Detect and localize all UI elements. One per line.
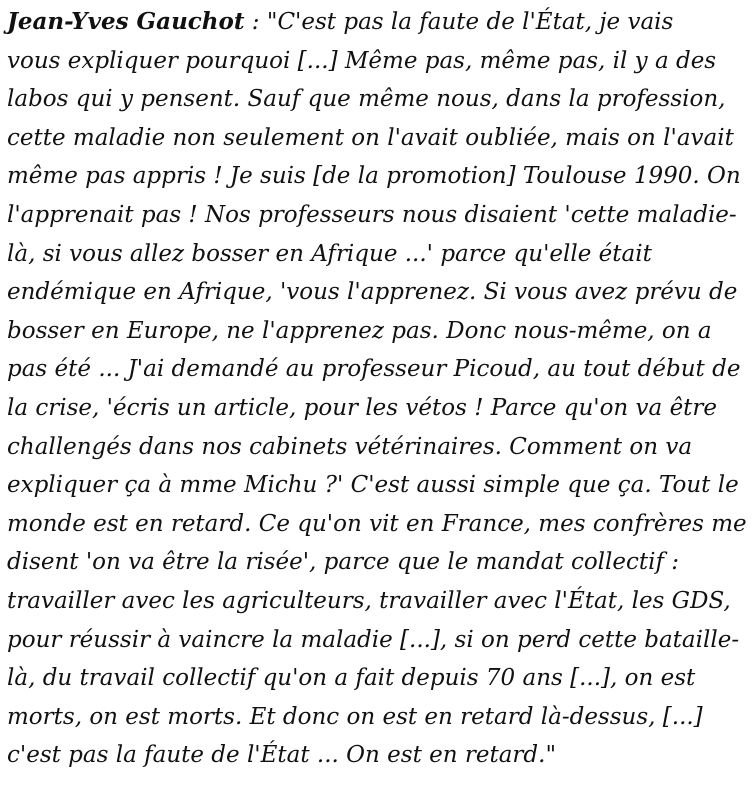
quote-text-line: expliquer ça à mme Michu ?' C'est aussi simple que ça. Tout le — [7, 472, 739, 499]
quote-text-line: vous expliquer pourquoi [...] Même pas, même pas, il y a des — [7, 47, 717, 74]
quote-line — [7, 3, 747, 42]
quote-text-line: bosser en Europe, ne l'apprenez pas. Donc nous-même, on a — [7, 317, 712, 344]
quote-text-line: labos qui y pensent. Sauf que même nous, dans la profession, — [7, 86, 726, 113]
quote-text-line: c'est pas la faute de l'État ... On est en retard." — [7, 742, 557, 769]
quote-text-line: la crise, 'écris un article, pour les vétos ! Parce qu'on va être — [7, 394, 718, 421]
quote-text-line: disent 'on va être la risée', parce que le mandat collectif : — [7, 549, 680, 576]
quote-text-line: travailler avec les agriculteurs, travailler avec l'État, les GDS, — [7, 587, 731, 614]
quote-text-line: challengés dans nos cabinets vétérinaires. Comment on va — [7, 433, 693, 460]
quote-author: Jean-Yves Gauchot — [7, 8, 245, 35]
quote-text-line: pour réussir à vaincre la maladie [...], si on perd cette bataille- — [7, 626, 740, 653]
quote-text-line: pas été ... J'ai demandé au professeur Picoud, au tout début de — [7, 356, 741, 383]
quote-text-line: là, si vous allez bosser en Afrique ...' parce qu'elle était — [7, 240, 652, 267]
quote-text-line: cette maladie non seulement on l'avait oubliée, mais on l'avait — [7, 124, 734, 151]
quote-text-line: : "C'est pas la faute de l'État, je vais — [244, 9, 674, 35]
quote-text-line: monde est en retard. Ce qu'on vit en France, mes confrères me — [7, 510, 747, 537]
quote-text-line: l'apprenait pas ! Nos professeurs nous disaient 'cette maladie- — [7, 201, 737, 228]
quote-text-line: morts, on est morts. Et donc on est en retard là-dessus, [...] — [7, 703, 703, 730]
quote-text-line: endémique en Afrique, 'vous l'apprenez. Si vous avez prévu de — [7, 279, 738, 306]
quote-text-line: là, du travail collectif qu'on a fait depuis 70 ans [...], on est — [7, 665, 696, 692]
quote-text-line: même pas appris ! Je suis [de la promotion] Toulouse 1990. On — [7, 163, 741, 190]
